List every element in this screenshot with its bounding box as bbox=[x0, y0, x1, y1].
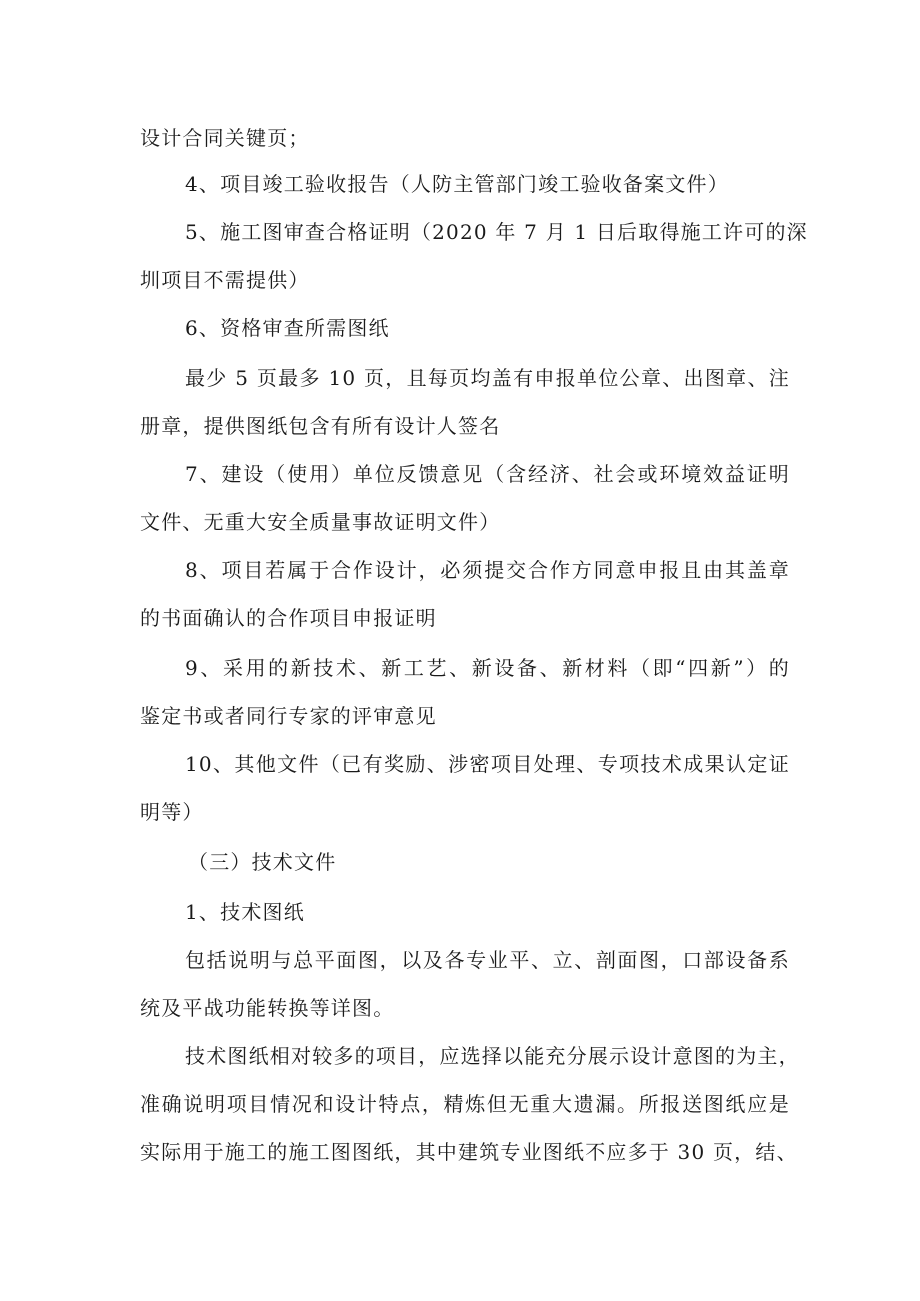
paragraph-line: 鉴定书或者同行专家的评审意见 bbox=[140, 704, 437, 728]
list-item-4: 4、项目竣工验收报告（人防主管部门竣工验收备案文件） bbox=[185, 172, 729, 196]
paragraph-line: 圳项目不需提供） bbox=[140, 268, 310, 292]
list-item-10: 10、其他文件（已有奖励、涉密项目处理、专项技术成果认定证 bbox=[185, 752, 790, 776]
list-item-9: 9、采用的新技术、新工艺、新设备、新材料（即“四新”）的 bbox=[185, 656, 790, 680]
section-heading: （三）技术文件 bbox=[188, 850, 337, 874]
list-item-6: 6、资格审查所需图纸 bbox=[185, 316, 390, 340]
paragraph-line: 的书面确认的合作项目申报证明 bbox=[140, 606, 437, 630]
list-item-7: 7、建设（使用）单位反馈意见（含经济、社会或环境效益证明 bbox=[185, 462, 790, 486]
list-item-5: 5、施工图审查合格证明（2020 年 7 月 1 日后取得施工许可的深 bbox=[185, 220, 808, 244]
paragraph-line: 实际用于施工的施工图图纸，其中建筑专业图纸不应多于 30 页，结、 bbox=[140, 1140, 798, 1164]
subsection-heading: 1、技术图纸 bbox=[185, 900, 305, 924]
paragraph-line: 统及平战功能转换等详图。 bbox=[140, 996, 395, 1020]
paragraph-line: 设计合同关键页； bbox=[140, 126, 310, 150]
paragraph-line: 明等） bbox=[140, 800, 204, 824]
list-item-8: 8、项目若属于合作设计，必须提交合作方同意申报且由其盖章 bbox=[185, 558, 790, 582]
paragraph-line: 准确说明项目情况和设计特点，精炼但无重大遗漏。所报送图纸应是 bbox=[140, 1092, 790, 1116]
paragraph-line: 文件、无重大安全质量事故证明文件） bbox=[140, 510, 501, 534]
paragraph-line: 技术图纸相对较多的项目，应选择以能充分展示设计意图的为主， bbox=[185, 1044, 800, 1068]
paragraph-line: 包括说明与总平面图，以及各专业平、立、剖面图，口部设备系 bbox=[185, 948, 790, 972]
paragraph-line: 册章，提供图纸包含有所有设计人签名 bbox=[140, 414, 501, 438]
paragraph-line: 最少 5 页最多 10 页，且每页均盖有申报单位公章、出图章、注 bbox=[185, 366, 790, 390]
